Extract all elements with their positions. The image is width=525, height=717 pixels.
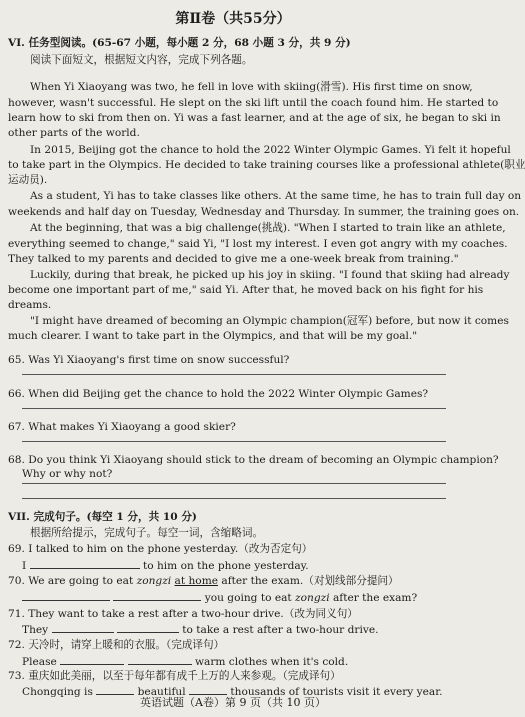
- answer-blank[interactable]: [60, 654, 124, 665]
- item-70: [8, 574, 399, 588]
- answer-line-65[interactable]: [22, 374, 446, 375]
- item-text-italic: zongzi: [136, 575, 172, 587]
- answer-text: to him on the phone yesterday.: [142, 560, 309, 572]
- passage-line: "I might have dreamed of becoming an Olympic champion(冠军) before, but now it comes: [30, 315, 509, 327]
- section-title: 第Ⅱ卷（共55分）: [175, 11, 291, 27]
- item-text: 70. We are going to eat: [8, 575, 137, 587]
- answer-text: Chongqing is: [22, 686, 93, 698]
- item-72: 72. 天冷时，请穿上暖和的衣服。（完成译句）: [8, 639, 225, 651]
- passage-line: 运动员).: [8, 174, 48, 186]
- passage-line: When Yi Xiaoyang was two, he fell in love with skiing(滑雪). His first time on snow,: [30, 81, 473, 93]
- section7-instruction: 根据所给提示，完成句子。每空一词，含缩略词。: [30, 527, 264, 539]
- passage-line: weekends and half day on Tuesday, Wednesday and Thursday. In summer, the training goes on.: [8, 206, 520, 218]
- question-67: 67. What makes Yi Xiaoyang a good skier?: [8, 421, 236, 433]
- question-66: 66. When did Beijing get the chance to hold the 2022 Winter Olympic Games?: [8, 388, 429, 400]
- item-69: 69. I talked to him on the phone yesterday.（改为否定句）: [8, 543, 313, 555]
- answer-text: beautiful: [137, 686, 186, 698]
- passage-line: Luckily, during that break, he picked up his joy in skiing. "I found that skiing had already: [30, 269, 510, 281]
- answer-line-66[interactable]: [22, 408, 446, 409]
- answer-text: thousands of tourists visit it every year.: [230, 686, 443, 698]
- section6-heading: VI. 任务型阅读。(65-67 小题，每小题 2 分，68 小题 3 分，共 9 分): [8, 37, 351, 49]
- answer-blank[interactable]: [52, 622, 114, 633]
- item-71: 71. They want to take a rest after a two-hour drive.（改为同义句）: [8, 608, 358, 620]
- underlined-phrase: at home: [174, 575, 219, 587]
- answer-text: They: [22, 624, 49, 636]
- question-65: 65. Was Yi Xiaoyang's first time on snow successful?: [8, 354, 290, 366]
- passage-line: dreams.: [8, 299, 52, 311]
- answer-blank[interactable]: [128, 654, 192, 665]
- answer-text: to take a rest after a two-hour drive.: [182, 624, 379, 636]
- passage-line: to take part in the Olympics. He decided to take training courses like a professional athlete(职业: [8, 159, 525, 171]
- item-70-answer: [22, 590, 417, 605]
- passage-line: learn how to ski from then on. Yi was a fast learner, and at the age of six, he began to ski in: [8, 112, 501, 124]
- item-69-answer: [22, 558, 309, 573]
- passage-line: They talked to my parents and decided to give me a one-week break from training.": [8, 253, 459, 265]
- section6-instruction: 阅读下面短文，根据短文内容，完成下列各题。: [30, 54, 253, 66]
- section7-heading: VII. 完成句子。(每空 1 分，共 10 分): [8, 511, 197, 523]
- passage-line: In 2015, Beijing got the chance to hold the 2022 Winter Olympic Games. Yi felt it hopeful: [30, 144, 511, 156]
- answer-line-68a[interactable]: [22, 483, 446, 484]
- answer-blank[interactable]: [22, 590, 110, 601]
- answer-blank[interactable]: [113, 590, 201, 601]
- item-text: after the exam.（对划线部分提问）: [218, 575, 399, 587]
- item-73: 73. 重庆如此美丽，以至于每年都有成千上万的人来参观。（完成译句）: [8, 670, 341, 682]
- passage-line: everything seemed to change," said Yi, "I lost my interest. I even got angry with my coaches.: [8, 238, 508, 250]
- answer-blank[interactable]: [30, 558, 140, 569]
- passage-line: become one important part of me," said Yi. After that, he moved back on his fight for his: [8, 284, 484, 296]
- passage-line: As a student, Yi has to take classes like others. At the same time, he has to train full day on: [30, 190, 522, 202]
- answer-text: warm clothes when it's cold.: [194, 656, 349, 668]
- answer-blank[interactable]: [117, 622, 179, 633]
- passage-line: however, wasn't successful. He slept on the ski lift until the coach found him. He started to: [8, 97, 499, 109]
- page-footer: 英语试题（A卷）第 9 页（共 10 页）: [140, 696, 326, 709]
- question-68: 68. Do you think Yi Xiaoyang should stick to the dream of becoming an Olympic champion?: [8, 454, 499, 466]
- answer-text: Please: [22, 656, 57, 668]
- passage-line: At the beginning, that was a big challenge(挑战). "When I started to train like an athlete,: [30, 222, 506, 234]
- answer-text: after the exam?: [329, 592, 418, 604]
- answer-text: I: [22, 560, 27, 572]
- answer-text-italic: zongzi: [295, 592, 330, 604]
- answer-text: you going to eat: [204, 592, 296, 604]
- question-68-followup: Why or why not?: [22, 468, 113, 480]
- item-71-answer: [22, 622, 378, 637]
- passage-line: much clearer. I want to take part in the Olympics, and that will be my goal.": [8, 330, 418, 342]
- passage-line: other parts of the world.: [8, 127, 140, 139]
- answer-line-68b[interactable]: [22, 498, 446, 499]
- answer-line-67[interactable]: [22, 441, 446, 442]
- item-72-answer: [22, 654, 348, 669]
